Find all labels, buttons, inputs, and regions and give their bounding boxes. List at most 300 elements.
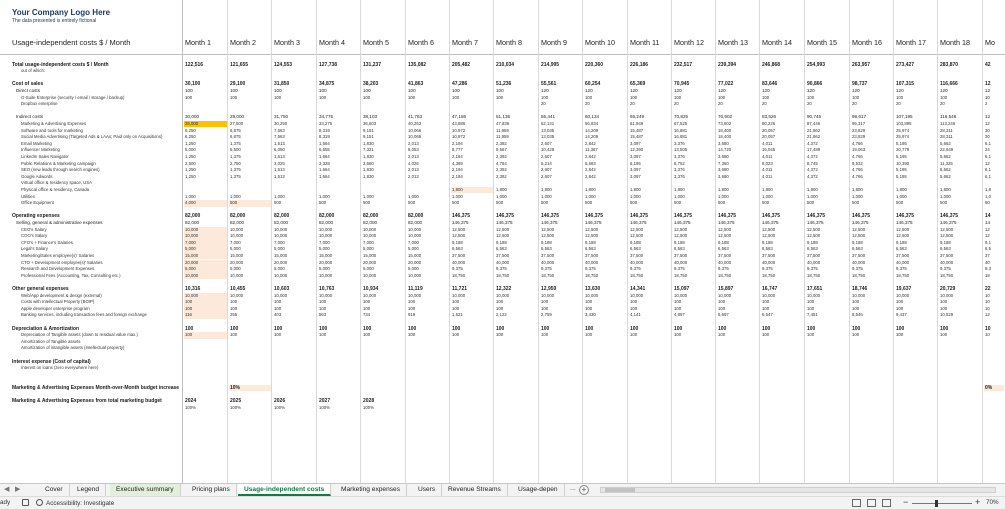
table-cell[interactable]: 4,026	[408, 160, 419, 166]
table-cell[interactable]: 18,750	[674, 272, 688, 278]
table-cell[interactable]: 20,000	[274, 259, 288, 265]
table-cell[interactable]: 9,188	[718, 239, 729, 245]
table-cell[interactable]: 100	[363, 299, 371, 305]
table-cell[interactable]: 4,372	[807, 140, 818, 146]
table-cell[interactable]: 2024	[185, 398, 197, 405]
table-cell[interactable]: 403	[274, 312, 282, 318]
table-cell[interactable]: 500	[896, 200, 904, 206]
row-label[interactable]: Dropbox enterprise	[21, 101, 58, 107]
table-cell[interactable]: 9,1	[985, 239, 991, 245]
table-cell[interactable]: 100	[184, 299, 227, 306]
table-cell[interactable]: 100	[630, 94, 638, 100]
row-label[interactable]: Software and tools for marketing	[21, 127, 83, 133]
table-cell[interactable]: 10,000	[852, 292, 866, 298]
table-cell[interactable]: 2,842	[585, 140, 596, 146]
table-cell[interactable]: 10	[985, 299, 990, 305]
table-cell[interactable]: 100	[319, 305, 327, 311]
table-cell[interactable]: 100	[496, 87, 504, 93]
table-cell[interactable]: 1,000	[496, 193, 507, 199]
table-cell[interactable]: 12,322	[496, 285, 512, 292]
table-cell[interactable]: 100	[674, 299, 682, 305]
table-cell[interactable]: 4,372	[807, 153, 818, 159]
table-cell[interactable]: 18,750	[585, 272, 599, 278]
table-cell[interactable]: 5,697	[718, 312, 729, 318]
table-cell[interactable]: 9,188	[762, 239, 773, 245]
table-cell[interactable]: 100	[896, 299, 904, 305]
table-cell[interactable]: 15,487	[630, 134, 644, 140]
table-cell[interactable]: 30,000	[185, 114, 200, 120]
table-cell[interactable]: 146,375	[762, 213, 781, 220]
table-cell[interactable]: 10,000	[452, 292, 466, 298]
table-cell[interactable]: 100	[852, 325, 861, 332]
table-cell[interactable]: 1,000	[363, 193, 374, 199]
row-label[interactable]: out of which:	[21, 68, 46, 74]
table-cell[interactable]: 80,226	[762, 120, 776, 126]
table-cell[interactable]: 1,0	[985, 193, 991, 199]
row-label[interactable]: Direct costs	[16, 87, 40, 93]
table-cell[interactable]: 12,500	[630, 226, 644, 232]
table-cell[interactable]: 100	[319, 87, 327, 93]
tab-scroll-left-icon[interactable]: ◀	[4, 486, 10, 493]
table-cell[interactable]: 1,800	[451, 187, 493, 194]
table-cell[interactable]: 37,500	[762, 252, 776, 258]
table-cell[interactable]: 5,000	[319, 266, 330, 272]
table-cell[interactable]: 12,500	[718, 226, 732, 232]
table-cell[interactable]: 100	[807, 325, 816, 332]
table-cell[interactable]: 5,000	[408, 266, 419, 272]
table-cell[interactable]: 40,000	[940, 259, 954, 265]
table-cell[interactable]: 20,000	[184, 260, 227, 267]
table-cell[interactable]: 100	[852, 94, 860, 100]
table-cell[interactable]: 7,451	[807, 312, 818, 318]
tab-usage-depen[interactable]: Usage-depen	[512, 484, 565, 496]
row-label[interactable]: Costs with Intellectual Property (BOIP)	[21, 299, 95, 305]
table-cell[interactable]: 3,376	[674, 167, 685, 173]
table-cell[interactable]: 10,000	[230, 292, 244, 298]
table-cell[interactable]: 9,375	[674, 266, 685, 272]
table-cell[interactable]: 100	[185, 87, 193, 93]
tab-revenue-streams[interactable]: Revenue Streams	[442, 484, 508, 496]
table-cell[interactable]: 3,680	[718, 167, 729, 173]
table-cell[interactable]: 100	[452, 299, 460, 305]
table-cell[interactable]: 100	[319, 94, 327, 100]
table-cell[interactable]: 10,000	[363, 226, 377, 232]
table-cell[interactable]: 5,683	[585, 160, 596, 166]
table-cell[interactable]: 146,375	[852, 213, 871, 220]
table-cell[interactable]: 11,325	[940, 160, 953, 166]
row-label[interactable]: Marketing & Advertising Expenses	[21, 120, 87, 126]
table-cell[interactable]: 12,500	[852, 226, 866, 232]
row-label[interactable]: Selling, general & administrative expenses	[16, 219, 103, 225]
table-cell[interactable]: 83,646	[762, 81, 778, 88]
table-cell[interactable]: 100	[940, 94, 948, 100]
table-cell[interactable]: 47,286	[452, 81, 468, 88]
table-cell[interactable]: 9,3	[985, 266, 991, 272]
table-cell[interactable]: 18,750	[496, 272, 510, 278]
table-cell[interactable]: 120	[718, 87, 726, 93]
table-cell[interactable]: 100	[452, 332, 460, 338]
table-cell[interactable]: 135,082	[408, 61, 427, 68]
table-cell[interactable]: 21,862	[807, 134, 821, 140]
table-cell[interactable]: 18,750	[807, 272, 821, 278]
tab-pricing-plans[interactable]: Pricing plans	[186, 484, 237, 496]
table-cell[interactable]: 103,895	[896, 120, 912, 126]
table-cell[interactable]: 28,311	[940, 134, 953, 140]
table-cell[interactable]: 20	[630, 101, 635, 107]
row-label[interactable]: Influencer Marketing	[21, 147, 60, 153]
row-label[interactable]: Public Relations & Marketing campaign	[21, 160, 96, 166]
table-cell[interactable]: 10,000	[940, 292, 954, 298]
table-cell[interactable]: 120	[762, 87, 770, 93]
table-cell[interactable]: 5,000	[230, 266, 241, 272]
table-cell[interactable]: 0%	[984, 385, 1004, 392]
table-cell[interactable]: 100	[718, 299, 726, 305]
table-cell[interactable]: 15,487	[630, 127, 644, 133]
table-cell[interactable]: 100	[630, 305, 638, 311]
table-cell[interactable]: 19,637	[896, 285, 912, 292]
table-cell[interactable]: 10,529	[940, 312, 954, 318]
table-cell[interactable]: 116,546	[940, 114, 957, 120]
table-cell[interactable]: 6,563	[940, 246, 951, 252]
table-cell[interactable]: 82,000	[319, 213, 335, 220]
table-cell[interactable]: 5,195	[896, 173, 907, 179]
table-cell[interactable]: 12,390	[630, 147, 644, 153]
table-cell[interactable]: 2025	[230, 398, 242, 405]
table-cell[interactable]: 3,430	[585, 312, 596, 318]
table-cell[interactable]: 100	[852, 332, 860, 338]
table-cell[interactable]: 5,195	[896, 153, 907, 159]
row-label[interactable]: LinkedIn Sales Navigator	[21, 153, 69, 159]
table-cell[interactable]: 500	[630, 200, 638, 206]
row-label[interactable]: Cost of sales	[12, 81, 44, 88]
table-cell[interactable]: 1,000	[541, 193, 552, 199]
table-cell[interactable]: 12,500	[762, 226, 776, 232]
table-cell[interactable]: 100	[718, 325, 727, 332]
table-cell[interactable]: 500	[852, 200, 860, 206]
table-cell[interactable]: 2,392	[496, 153, 507, 159]
table-cell[interactable]: 12,500	[807, 233, 821, 239]
table-cell[interactable]: 1,830	[363, 140, 374, 146]
table-cell[interactable]: 11,959	[496, 134, 509, 140]
table-cell[interactable]: 7,000	[319, 239, 330, 245]
row-label[interactable]: Interest expense (Cost of capital)	[12, 358, 91, 365]
table-cell[interactable]: 1,521	[452, 312, 463, 318]
table-cell[interactable]: 1,800	[630, 186, 641, 192]
table-cell[interactable]: 146,375	[940, 213, 959, 220]
table-cell[interactable]: 146,375	[940, 219, 957, 225]
table-cell[interactable]: 6,563	[718, 246, 729, 252]
table-cell[interactable]: 18,750	[896, 272, 910, 278]
table-cell[interactable]: 8,777	[452, 147, 463, 153]
table-cell[interactable]: 1,664	[319, 153, 330, 159]
table-cell[interactable]: 10,066	[408, 127, 422, 133]
table-cell[interactable]: 30,250	[274, 120, 288, 126]
table-cell[interactable]: 15,000	[363, 252, 377, 258]
table-cell[interactable]: 127,738	[319, 61, 338, 68]
table-cell[interactable]: 13,630	[585, 285, 601, 292]
table-cell[interactable]: 9,151	[363, 134, 374, 140]
table-cell[interactable]: 100	[319, 325, 328, 332]
table-cell[interactable]: 5,000	[230, 246, 241, 252]
table-cell[interactable]: 14,209	[585, 134, 599, 140]
table-cell[interactable]: 9,375	[496, 266, 507, 272]
tab-legend[interactable]: Legend	[71, 484, 106, 496]
table-cell[interactable]: 9,375	[630, 266, 641, 272]
table-cell[interactable]: 10,000	[585, 292, 599, 298]
table-cell[interactable]: 100	[319, 299, 327, 305]
table-cell[interactable]: 65,369	[630, 81, 646, 88]
table-cell[interactable]: 33,275	[319, 120, 333, 126]
table-cell[interactable]: 9,188	[896, 239, 907, 245]
table-cell[interactable]: 18,750	[852, 272, 866, 278]
table-cell[interactable]: 12	[985, 226, 990, 232]
row-label[interactable]: Office Equipment	[21, 200, 54, 206]
table-cell[interactable]: 146,375	[541, 213, 560, 220]
table-cell[interactable]: 100	[230, 299, 238, 305]
table-cell[interactable]: 6,563	[585, 246, 596, 252]
table-cell[interactable]: 100	[630, 299, 638, 305]
tab-cover[interactable]: Cover	[39, 484, 70, 496]
table-cell[interactable]: 1,800	[541, 186, 552, 192]
table-cell[interactable]: 146,375	[541, 219, 558, 225]
table-cell[interactable]: 500	[674, 200, 682, 206]
table-cell[interactable]: 4,766	[852, 173, 863, 179]
table-cell[interactable]: 3,680	[718, 153, 729, 159]
table-cell[interactable]: 919	[408, 312, 416, 318]
table-cell[interactable]: 10,000	[319, 292, 333, 298]
table-cell[interactable]: 9,188	[940, 239, 951, 245]
table-cell[interactable]: 100	[230, 87, 238, 93]
tab-usage-independent-costs[interactable]: Usage-independent costs	[238, 484, 331, 496]
table-cell[interactable]: 10,000	[762, 292, 776, 298]
table-cell[interactable]: 40,000	[496, 259, 510, 265]
table-cell[interactable]: 146,375	[896, 213, 915, 220]
table-cell[interactable]: 100	[940, 325, 949, 332]
table-cell[interactable]: 55,561	[541, 81, 557, 88]
normal-view-icon[interactable]	[852, 499, 861, 507]
table-cell[interactable]: 16,045	[762, 147, 776, 153]
table-cell[interactable]: 5,000	[363, 266, 374, 272]
table-cell[interactable]: 9,375	[896, 266, 907, 272]
table-cell[interactable]: 10,000	[363, 272, 377, 278]
table-cell[interactable]: 100	[807, 305, 815, 311]
table-cell[interactable]: 10,000	[230, 272, 244, 278]
table-cell[interactable]: 6,250	[185, 134, 196, 140]
table-cell[interactable]: 7,000	[230, 239, 241, 245]
table-cell[interactable]: 6,1	[985, 167, 991, 173]
table-cell[interactable]: 100	[408, 325, 417, 332]
table-cell[interactable]: 9,532	[852, 160, 863, 166]
table-cell[interactable]: 20,000	[408, 259, 422, 265]
table-cell[interactable]: 120	[896, 87, 904, 93]
table-cell[interactable]: 120	[630, 87, 638, 93]
table-cell[interactable]: 100	[184, 306, 227, 313]
table-cell[interactable]: 120	[940, 87, 948, 93]
table-cell[interactable]: 40,000	[852, 259, 866, 265]
table-cell[interactable]: 18,750	[940, 272, 954, 278]
table-cell[interactable]: 70,945	[674, 81, 690, 88]
table-cell[interactable]: 2	[985, 101, 988, 107]
table-cell[interactable]: 3,680	[718, 140, 729, 146]
table-cell[interactable]: 100	[718, 94, 726, 100]
table-cell[interactable]: 16,881	[674, 134, 688, 140]
table-cell[interactable]: 82,000	[408, 219, 423, 225]
table-cell[interactable]: 6,752	[674, 160, 685, 166]
table-cell[interactable]: 2,194	[452, 140, 463, 146]
table-cell[interactable]: 37,500	[674, 252, 688, 258]
row-label[interactable]: Utilities	[21, 193, 35, 199]
table-cell[interactable]: 10,000	[363, 292, 377, 298]
table-cell[interactable]: 37,500	[452, 252, 466, 258]
table-cell[interactable]: 1,000	[319, 193, 330, 199]
table-cell[interactable]: 38,203	[363, 81, 379, 88]
table-cell[interactable]: 4,000	[184, 200, 227, 207]
table-cell[interactable]: 10,000	[807, 292, 821, 298]
table-cell[interactable]: 100	[496, 94, 504, 100]
table-cell[interactable]: 2,392	[496, 140, 507, 146]
table-cell[interactable]: 12,500	[674, 233, 688, 239]
table-cell[interactable]: 7,000	[408, 239, 419, 245]
table-cell[interactable]: 10,000	[274, 233, 288, 239]
table-cell[interactable]: 120	[852, 87, 860, 93]
table-cell[interactable]: 100	[852, 299, 860, 305]
table-cell[interactable]: 9,375	[762, 266, 773, 272]
table-cell[interactable]: 121,655	[230, 61, 249, 68]
table-cell[interactable]: 7,000	[363, 239, 374, 245]
row-label[interactable]: CFO's + Finance's Salaries	[21, 239, 73, 245]
table-cell[interactable]: 100	[185, 94, 193, 100]
table-cell[interactable]: 2,392	[496, 167, 507, 173]
table-cell[interactable]: 12	[985, 87, 991, 93]
table-cell[interactable]: 1,513	[274, 173, 285, 179]
table-cell[interactable]: 100%	[319, 404, 330, 410]
table-cell[interactable]: 18,400	[718, 127, 732, 133]
table-cell[interactable]: 100	[674, 332, 682, 338]
table-cell[interactable]: 9,375	[807, 266, 818, 272]
table-cell[interactable]: 10,972	[452, 127, 466, 133]
table-cell[interactable]: 2,607	[541, 153, 552, 159]
table-cell[interactable]: 2,013	[408, 167, 419, 173]
table-cell[interactable]: 6,655	[319, 147, 330, 153]
macro-record-icon[interactable]	[22, 499, 32, 507]
table-cell[interactable]: 100	[230, 332, 238, 338]
table-cell[interactable]: 8,546	[852, 312, 863, 318]
table-cell[interactable]: 1,375	[230, 153, 241, 159]
row-label[interactable]: Professional Fees (Accounting, Tax, Consulting etc.)	[21, 272, 121, 278]
table-cell[interactable]: 9,375	[852, 266, 863, 272]
table-cell[interactable]: 20,057	[762, 127, 776, 133]
table-cell[interactable]: 500	[319, 200, 327, 206]
table-cell[interactable]: 100	[496, 305, 504, 311]
table-cell[interactable]: 11,959	[496, 127, 509, 133]
table-cell[interactable]: 2,392	[496, 173, 507, 179]
table-cell[interactable]: 4,141	[630, 312, 641, 318]
table-cell[interactable]: 10,066	[408, 134, 422, 140]
table-cell[interactable]: 13,035	[541, 134, 555, 140]
table-cell[interactable]: 500	[807, 200, 815, 206]
table-cell[interactable]: 2027	[319, 398, 331, 405]
table-cell[interactable]: 40,000	[585, 259, 599, 265]
table-cell[interactable]: 18	[985, 272, 990, 278]
table-cell[interactable]: 100	[762, 299, 770, 305]
table-cell[interactable]: 3,376	[674, 173, 685, 179]
table-cell[interactable]: 10,000	[718, 292, 732, 298]
table-cell[interactable]: 10,316	[185, 285, 201, 292]
table-cell[interactable]: 20	[807, 101, 812, 107]
table-cell[interactable]: 20,000	[319, 259, 333, 265]
table-cell[interactable]: 28,311	[940, 127, 953, 133]
row-label[interactable]: Physical office & residency, Canada	[21, 186, 90, 192]
table-cell[interactable]: 100%	[363, 404, 374, 410]
table-cell[interactable]: 100%	[185, 404, 196, 410]
table-cell[interactable]: 10,000	[496, 292, 510, 298]
table-cell[interactable]: 40,000	[896, 259, 910, 265]
table-cell[interactable]: 87,446	[807, 120, 821, 126]
table-cell[interactable]: 8,319	[319, 127, 330, 133]
table-cell[interactable]: 4,011	[762, 167, 773, 173]
table-cell[interactable]: 2,750	[230, 160, 241, 166]
table-cell[interactable]: 146,375	[718, 213, 737, 220]
row-label[interactable]: Apple developer enterprise program	[21, 305, 90, 311]
table-cell[interactable]: 9,375	[452, 266, 463, 272]
table-cell[interactable]: 95,317	[852, 120, 866, 126]
page-break-view-icon[interactable]	[882, 499, 891, 507]
table-cell[interactable]: 12	[985, 114, 991, 120]
table-cell[interactable]: 12,500	[762, 233, 776, 239]
table-cell[interactable]: 5,000	[363, 246, 374, 252]
table-cell[interactable]: 1,513	[274, 153, 285, 159]
table-cell[interactable]: 55,441	[541, 114, 556, 120]
table-cell[interactable]: 9,188	[630, 239, 641, 245]
table-cell[interactable]: 6,563	[896, 246, 907, 252]
table-cell[interactable]: 2,122	[496, 312, 507, 318]
table-cell[interactable]: 1,800	[496, 186, 507, 192]
table-cell[interactable]: 100	[940, 305, 948, 311]
table-cell[interactable]: 4,766	[852, 140, 863, 146]
table-cell[interactable]: 500	[229, 200, 271, 207]
table-cell[interactable]: 100	[496, 332, 504, 338]
table-cell[interactable]: 12,500	[496, 233, 510, 239]
table-cell[interactable]: 100	[585, 305, 593, 311]
table-cell[interactable]: 100	[452, 305, 460, 311]
table-cell[interactable]: 10,000	[319, 226, 333, 232]
table-cell[interactable]: 4,372	[807, 167, 818, 173]
table-cell[interactable]: 10,763	[319, 285, 335, 292]
table-cell[interactable]: 12,500	[585, 226, 599, 232]
table-cell[interactable]: 3,680	[718, 173, 729, 179]
table-cell[interactable]: 82,000	[408, 213, 424, 220]
table-cell[interactable]: 30	[985, 134, 990, 140]
table-cell[interactable]: 146,375	[674, 219, 691, 225]
table-cell[interactable]: 18,750	[762, 272, 776, 278]
table-cell[interactable]: 6,250	[185, 127, 196, 133]
table-cell[interactable]: 56,834	[585, 120, 599, 126]
table-cell[interactable]: 131,237	[363, 61, 382, 68]
table-cell[interactable]: 100	[363, 87, 371, 93]
table-cell[interactable]: 40,000	[541, 259, 555, 265]
table-cell[interactable]: 41,863	[408, 81, 424, 88]
table-cell[interactable]: 1,375	[230, 167, 241, 173]
table-cell[interactable]: 1,000	[585, 193, 596, 199]
table-cell[interactable]: 10,000	[184, 233, 227, 240]
table-cell[interactable]: 100	[585, 325, 594, 332]
table-cell[interactable]: 1,000	[274, 193, 285, 199]
table-cell[interactable]: 1,250	[185, 153, 196, 159]
table-cell[interactable]: 100	[762, 325, 771, 332]
table-cell[interactable]: 37,500	[718, 252, 732, 258]
table-cell[interactable]: 37,500	[496, 252, 510, 258]
table-cell[interactable]: 90,746	[807, 114, 822, 120]
